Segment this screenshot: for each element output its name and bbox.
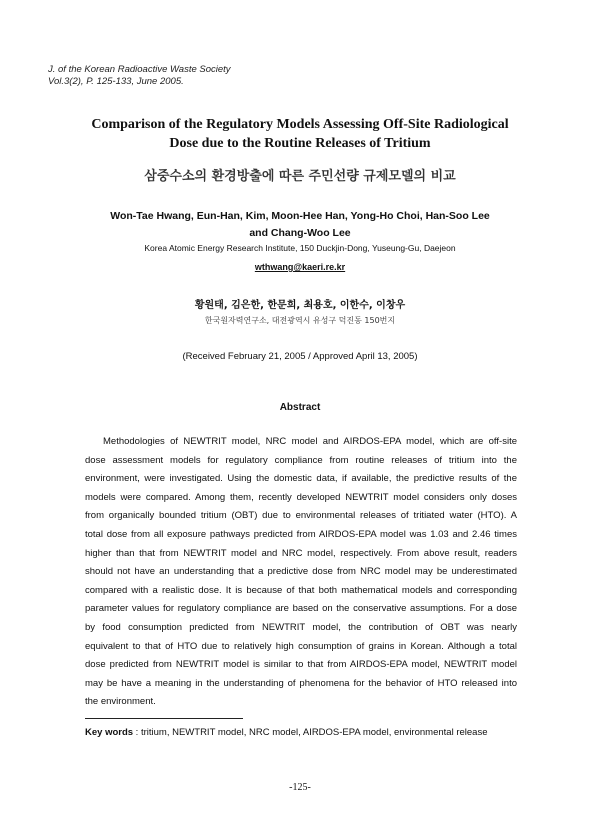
author-list-line-2: and Chang-Woo Lee [249, 227, 351, 239]
footnote-divider [85, 718, 243, 719]
abstract-line: dose predicted from NEWTRIT model is similar to that from AIRDOS-EPA model, NEWTRIT model [85, 659, 517, 671]
korean-author-list: 황원태, 김은한, 한문희, 최용호, 이한수, 이창우 [194, 300, 406, 311]
abstract-line: total dose from all exposure pathways predicted from AIRDOS-EPA model was 1.03 and 2.46 times [85, 528, 517, 540]
abstract-line: environment, were investigated. Using the domestic data, if available, the predictive results of the [85, 473, 517, 485]
author-list-line-1: Won-Tae Hwang, Eun-Han, Kim, Moon-Hee Han, Yong-Ho Choi, Han-Soo Lee [110, 210, 490, 222]
author-email: wthwang@kaeri.re.kr [254, 262, 346, 272]
keywords-text: : tritium, NEWTRIT model, NRC model, AIRDOS-EPA model, environmental release [133, 727, 488, 738]
affiliation: Korea Atomic Energy Research Institute, 150 Duckjin-Dong, Yuseung-Gu, Daejeon [144, 243, 456, 253]
paper-title [40, 115, 560, 153]
abstract-line: may be have a meaning in the understanding of phenomena for the behavior of HTO released into [85, 677, 517, 689]
abstract-line: equivalent to that of HTO due to relatively high consumption of grains in Korean. Although a total [85, 640, 517, 652]
abstract-body [85, 433, 517, 712]
received-dates: (Received February 21, 2005 / Approved April 13, 2005) [182, 351, 418, 362]
abstract-line: compared with a realistic dose. It is because of that both mathematical models and corresponding [85, 584, 517, 596]
keywords [85, 727, 487, 738]
paper-title-line-1: Comparison of the Regulatory Models Assessing Off-Site Radiological [91, 117, 509, 132]
abstract-heading: Abstract [279, 402, 321, 413]
abstract-line: the environment. [85, 696, 156, 708]
abstract-line: models were compared. Among them, recently developed NEWTRIT model considers only doses [85, 491, 517, 503]
keywords-label: Key words [85, 727, 134, 738]
abstract-line: Methodologies of NEWTRIT model, NRC model and AIRDOS-EPA model, which are off-site [103, 436, 517, 447]
abstract-line: higher than that from NEWTRIT model and NRC model, respectively. From above result, readers [85, 547, 517, 559]
paper-title-line-2: Dose due to the Routine Releases of Tritium [169, 136, 431, 151]
journal-volume: Vol.3(2), P. 125-133, June 2005. [48, 76, 184, 87]
journal-name: J. of the Korean Radioactive Waste Society [48, 64, 231, 75]
korean-affiliation: 한국원자력연구소, 대전광역시 유성구 덕진동 150번지 [204, 316, 396, 325]
abstract-line: parameter values for regulatory compliance are based on the conservative assumptions. For a dose [85, 603, 517, 615]
journal-citation [48, 64, 231, 88]
abstract-line: by food consumption predicted from NEWTRIT model, the contribution of OBT was nearly [85, 621, 517, 633]
korean-title: 삼중수소의 환경방출에 따른 주민선량 규제모델의 비교 [144, 169, 456, 184]
page-number: -125- [289, 782, 311, 793]
abstract-line: should not have an understanding that a predictive dose from NRC model may be underestimated [85, 566, 517, 578]
author-list [40, 208, 560, 242]
abstract-line: dose assessment models for regulatory compliance from routine releases of tritium into the [85, 454, 517, 466]
abstract-line: from organically bounded tritium (OBT) due to environmental releases of tritiated water (HTO). A [85, 510, 517, 522]
